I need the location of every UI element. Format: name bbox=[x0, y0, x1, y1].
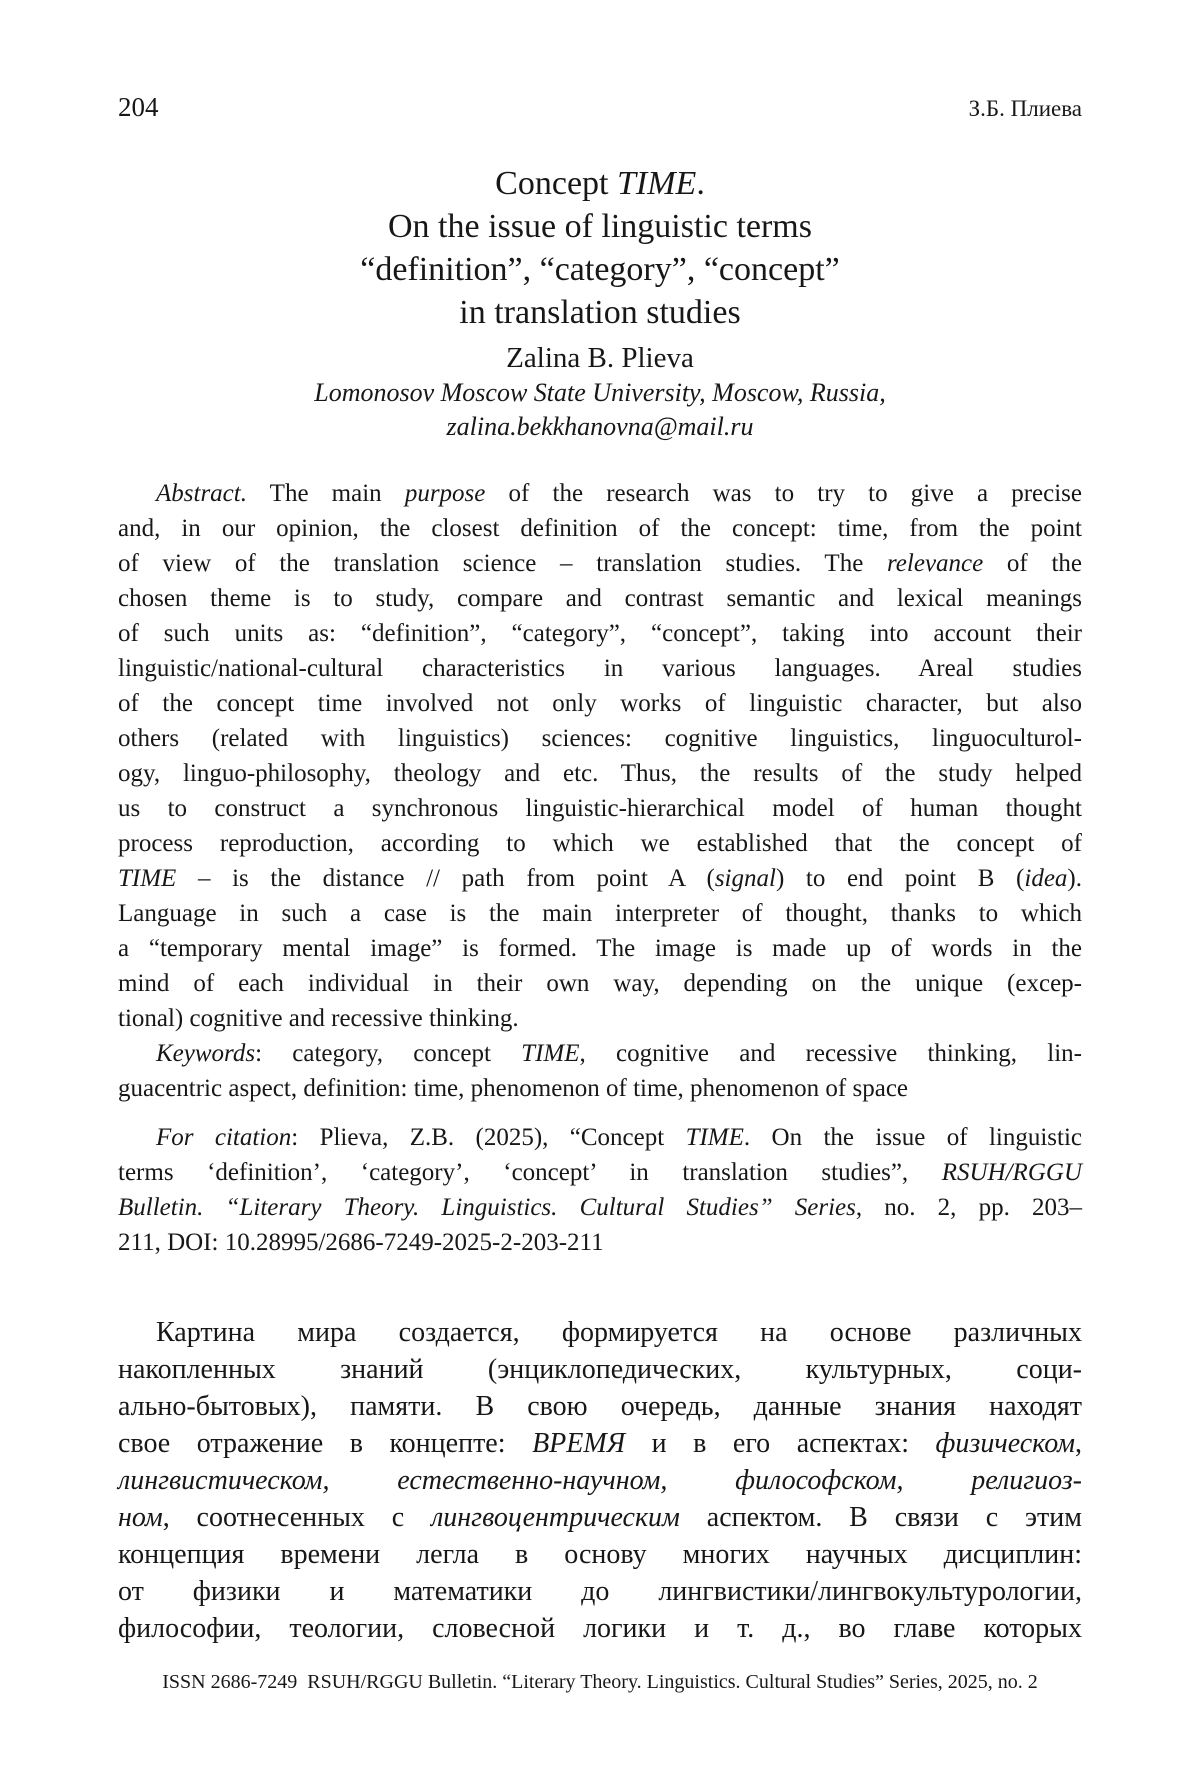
text-line bbox=[118, 581, 1082, 616]
text-line bbox=[118, 546, 1082, 581]
text-line bbox=[118, 410, 1082, 444]
keywords-paragraph bbox=[118, 1036, 1082, 1106]
text-line bbox=[118, 376, 1082, 410]
text-line bbox=[118, 966, 1082, 1001]
page-number: 204 bbox=[118, 92, 159, 122]
text-run: ВРЕМЯ bbox=[532, 1428, 626, 1459]
text-run: накопленных знаний (энциклопедических, культурных, соци- bbox=[118, 1354, 1082, 1385]
text-run: terms ‘definition’, ‘category’, ‘concept’ in translation studies”, bbox=[118, 1159, 942, 1186]
text-run: Lomonosov Moscow State University, Moscow, Russia, bbox=[314, 378, 886, 407]
text-run: ально-бытовых), памяти. В свою очередь, данные знания находят bbox=[118, 1391, 1082, 1422]
text-line bbox=[118, 162, 1082, 205]
text-run: of view of the translation science – translation studies. The bbox=[118, 550, 887, 577]
journal-footer: ISSN 2686-7249 RSUH/RGGU Bulletin. “Literary Theory. Linguistics. Cultural Studies” Series, 2025, no. 2 bbox=[162, 1671, 1038, 1693]
text-run: signal bbox=[714, 865, 776, 892]
text-line bbox=[118, 1314, 1082, 1351]
body-paragraph-russian bbox=[118, 1314, 1082, 1647]
text-line bbox=[118, 896, 1082, 931]
text-line bbox=[118, 1120, 1082, 1155]
text-line bbox=[118, 931, 1082, 966]
text-line bbox=[118, 1190, 1082, 1225]
article-title bbox=[118, 162, 1082, 334]
text-run: Keywords bbox=[156, 1040, 256, 1067]
text-line bbox=[118, 686, 1082, 721]
text-line bbox=[118, 476, 1082, 511]
author-affiliation bbox=[118, 376, 1082, 444]
text-line bbox=[118, 1610, 1082, 1647]
text-line bbox=[118, 511, 1082, 546]
text-run: mind of each individual in their own way, depending on the unique (excep- bbox=[118, 970, 1082, 997]
text-line bbox=[118, 1573, 1082, 1610]
text-run: Concept bbox=[495, 165, 617, 202]
text-run: лингвистическом, естественно-научном, философском, религиоз- bbox=[118, 1465, 1082, 1496]
text-line bbox=[118, 791, 1082, 826]
text-line bbox=[118, 1225, 1082, 1260]
text-run: ном bbox=[118, 1502, 163, 1533]
text-run: и в его аспектах: bbox=[625, 1428, 936, 1459]
text-run: от физики и математики до лингвистики/лингвокультурологии, bbox=[118, 1576, 1082, 1607]
text-run: Abstract. bbox=[156, 480, 247, 507]
text-run: лингвоцентрическим bbox=[431, 1502, 680, 1533]
text-run: For citation bbox=[156, 1124, 292, 1151]
text-line bbox=[118, 756, 1082, 791]
text-run: : Plieva, Z.B. (2025), “Concept bbox=[291, 1124, 686, 1151]
text-line bbox=[118, 1155, 1082, 1190]
text-run: . On the issue of linguistic bbox=[743, 1124, 1082, 1151]
text-line bbox=[118, 1351, 1082, 1388]
text-run: guacentric aspect, definition: time, phenomenon of time, phenomenon of space bbox=[118, 1075, 909, 1102]
text-line bbox=[118, 1001, 1082, 1036]
text-run: others (related with linguistics) sciences: cognitive linguistics, linguoculturol- bbox=[118, 725, 1082, 752]
text-run: RSUH/RGGU bbox=[941, 1159, 1082, 1186]
text-run: философии, теологии, словесной логики и т. д., во главе которых bbox=[118, 1613, 1082, 1644]
running-head: З.Б. Плиева bbox=[968, 96, 1082, 121]
text-line bbox=[118, 1036, 1082, 1071]
text-run: of the bbox=[983, 550, 1082, 577]
text-run: , no. 2, pp. 203– bbox=[855, 1194, 1082, 1221]
text-line bbox=[118, 651, 1082, 686]
text-run: in translation studies bbox=[459, 294, 741, 331]
text-run: us to construct a synchronous linguistic-hierarchical model of human thought bbox=[118, 795, 1082, 822]
text-line bbox=[118, 1462, 1082, 1499]
text-run: linguistic/national-cultural characteristics in various languages. Areal studies bbox=[118, 655, 1082, 682]
text-line bbox=[118, 205, 1082, 248]
abstract-paragraph bbox=[118, 476, 1082, 1036]
text-run: ogy, linguo-philosophy, theology and etc. Thus, the results of the study helped bbox=[118, 760, 1082, 787]
text-line bbox=[118, 616, 1082, 651]
text-run: аспектом. В связи с этим bbox=[679, 1502, 1082, 1533]
text-run: “definition”, “category”, “concept” bbox=[360, 251, 840, 288]
text-line bbox=[118, 291, 1082, 334]
text-run: relevance bbox=[887, 550, 984, 577]
text-line bbox=[118, 1425, 1082, 1462]
text-run: chosen theme is to study, compare and contrast semantic and lexical meanings bbox=[118, 585, 1082, 612]
text-run: On the issue of linguistic terms bbox=[387, 208, 812, 245]
text-run: zalina.bekkhanovna@mail.ru bbox=[446, 412, 754, 441]
text-line bbox=[118, 861, 1082, 896]
text-line bbox=[118, 1388, 1082, 1425]
text-run: TIME bbox=[118, 865, 177, 892]
text-run: ) to end point B ( bbox=[775, 865, 1025, 892]
text-run: process reproduction, according to which we established that the concept of bbox=[118, 830, 1082, 857]
text-run: a “temporary mental image” is formed. The image is made up of words in the bbox=[118, 935, 1082, 962]
text-run: , cognitive and recessive thinking, lin- bbox=[579, 1040, 1082, 1067]
text-run: концепция времени легла в основу многих научных дисциплин: bbox=[118, 1539, 1082, 1570]
text-run: TIME bbox=[685, 1124, 744, 1151]
text-run: физическом bbox=[935, 1428, 1076, 1459]
text-run: and, in our opinion, the closest definition of the concept: time, from the point bbox=[118, 515, 1082, 542]
page-header bbox=[118, 92, 1082, 122]
text-run: 211, DOI: 10.28995/2686-7249-2025-2-203-211 bbox=[118, 1229, 604, 1256]
text-run: свое отражение в концепте: bbox=[118, 1428, 533, 1459]
text-line bbox=[118, 721, 1082, 756]
text-run: of the concept time involved not only works of linguistic character, but also bbox=[118, 690, 1082, 717]
text-run: of the research was to try to give a precise bbox=[485, 480, 1082, 507]
text-run: Картина мира создается, формируется на основе различных bbox=[156, 1317, 1082, 1348]
text-line bbox=[118, 1499, 1082, 1536]
text-run: . bbox=[696, 165, 705, 202]
text-run: Language in such a case is the main interpreter of thought, thanks to which bbox=[118, 900, 1082, 927]
citation-paragraph bbox=[118, 1120, 1082, 1260]
text-run: ). bbox=[1067, 865, 1082, 892]
text-run: , bbox=[1075, 1428, 1083, 1459]
text-run: , соотнесенных с bbox=[162, 1502, 432, 1533]
author-name: Zalina B. Plieva bbox=[506, 342, 694, 374]
text-run: of such units as: “definition”, “category”, “concept”, taking into account their bbox=[118, 620, 1082, 647]
text-line bbox=[118, 248, 1082, 291]
text-run: purpose bbox=[404, 480, 486, 507]
text-run: The main bbox=[246, 480, 405, 507]
text-line bbox=[118, 1071, 1082, 1106]
text-run: TIME bbox=[521, 1040, 580, 1067]
text-run: – is the distance // path from point A ( bbox=[176, 865, 715, 892]
text-run: Bulletin. “Literary Theory. Linguistics. Cultural Studies” Series bbox=[118, 1194, 856, 1221]
text-run: : category, concept bbox=[255, 1040, 522, 1067]
text-run: tional) cognitive and recessive thinking. bbox=[118, 1005, 519, 1032]
text-line bbox=[118, 826, 1082, 861]
text-run: idea bbox=[1024, 865, 1068, 892]
text-line bbox=[118, 1536, 1082, 1573]
text-run: TIME bbox=[616, 165, 697, 202]
